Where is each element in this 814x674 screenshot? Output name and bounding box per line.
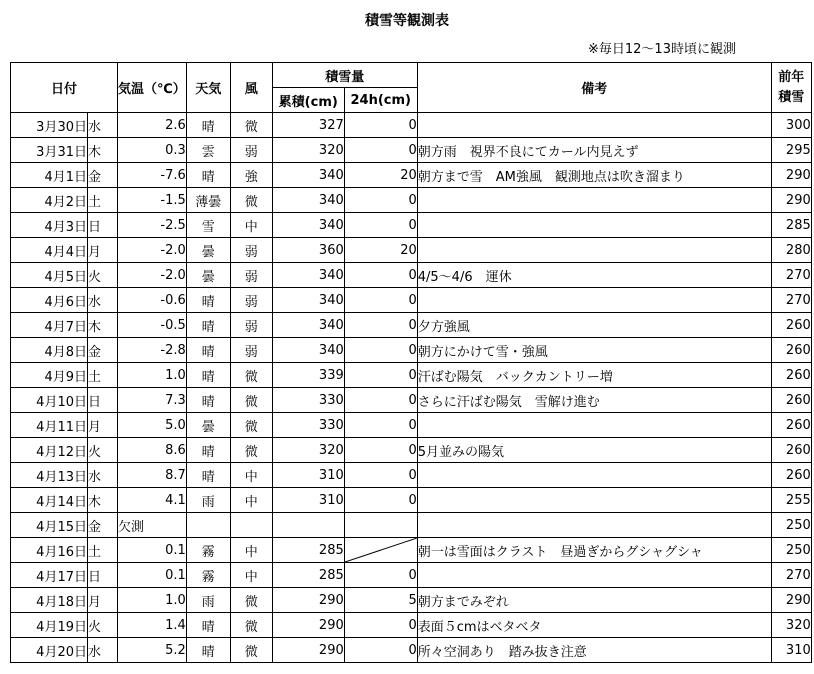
cell-date: 3月31日 [11,138,88,163]
cell-weekday: 月 [88,588,118,613]
cell-weather: 曇 [186,263,230,288]
header-temp: 気温（℃） [118,63,187,113]
table-row [11,538,812,563]
cell-cumulative-snow: 290 [272,613,344,638]
cell-weekday: 火 [88,438,118,463]
table-row [11,463,812,488]
table-row [11,388,812,413]
cell-weather: 晴 [186,363,230,388]
cell-prev-year-snow: 285 [771,213,811,238]
cell-remarks [417,238,771,263]
cell-remarks: 5月並みの陽気 [417,438,771,463]
cell-temperature: -2.0 [118,263,187,288]
cell-temperature: 1.0 [118,363,187,388]
cell-prev-year-snow: 300 [771,113,811,138]
cell-weather: 曇 [186,413,230,438]
cell-24h-snow: 0 [344,488,417,513]
table-row [11,113,812,138]
cell-remarks: 所々空洞あり 踏み抜き注意 [417,638,771,663]
cell-temperature: 0.1 [118,563,187,588]
cell-weekday: 金 [88,338,118,363]
cell-date: 4月19日 [11,613,88,638]
cell-weekday: 水 [88,638,118,663]
cell-weather: 薄曇 [186,188,230,213]
cell-temperature: -2.5 [118,213,187,238]
cell-prev-year-snow: 270 [771,263,811,288]
cell-remarks: 朝方にかけて雪・強風 [417,338,771,363]
blank-cell-slash [345,538,417,562]
cell-prev-year-snow: 270 [771,288,811,313]
cell-remarks: 表面５cmはベタベタ [417,613,771,638]
cell-prev-year-snow: 260 [771,313,811,338]
cell-weekday: 土 [88,188,118,213]
cell-date: 4月17日 [11,563,88,588]
table-row [11,138,812,163]
cell-cumulative-snow: 285 [272,563,344,588]
cell-wind: 微 [230,413,272,438]
cell-remarks: 朝方雨 視界不良にてカール内見えず [417,138,771,163]
header-date: 日付 [11,63,118,113]
cell-24h-snow: 20 [344,238,417,263]
cell-prev-year-snow: 260 [771,413,811,438]
cell-prev-year-snow: 295 [771,138,811,163]
cell-prev-year-snow: 290 [771,163,811,188]
cell-date: 3月30日 [11,113,88,138]
cell-prev-year-snow: 250 [771,513,811,538]
cell-wind: 微 [230,613,272,638]
cell-24h-snow: 0 [344,638,417,663]
table-row [11,438,812,463]
cell-weather: 霧 [186,563,230,588]
cell-prev-year-snow: 260 [771,438,811,463]
cell-24h-snow: 0 [344,188,417,213]
cell-weekday: 木 [88,488,118,513]
cell-wind: 中 [230,488,272,513]
cell-24h-snow: 0 [344,363,417,388]
cell-date: 4月15日 [11,513,88,538]
cell-date: 4月7日 [11,313,88,338]
cell-weekday: 日 [88,563,118,588]
page-title: 積雪等観測表 [365,13,449,29]
cell-remarks [417,413,771,438]
cell-cumulative-snow: 340 [272,213,344,238]
cell-24h-snow [344,513,417,538]
cell-cumulative-snow: 339 [272,363,344,388]
cell-wind: 強 [230,163,272,188]
cell-wind: 弱 [230,263,272,288]
cell-date: 4月3日 [11,213,88,238]
cell-24h-snow: 0 [344,288,417,313]
table-row [11,188,812,213]
cell-weekday: 水 [88,113,118,138]
cell-weather [186,513,230,538]
cell-wind: 弱 [230,288,272,313]
cell-date: 4月4日 [11,238,88,263]
cell-24h-snow: 0 [344,213,417,238]
cell-weekday: 水 [88,288,118,313]
cell-weekday: 木 [88,138,118,163]
cell-prev-year-snow: 260 [771,363,811,388]
cell-wind [230,513,272,538]
cell-weather: 晴 [186,113,230,138]
cell-date: 4月8日 [11,338,88,363]
cell-cumulative-snow: 340 [272,338,344,363]
cell-wind: 弱 [230,313,272,338]
cell-24h-snow: 0 [344,338,417,363]
table-row [11,588,812,613]
table-row [11,563,812,588]
cell-wind: 微 [230,363,272,388]
cell-wind: 微 [230,438,272,463]
cell-prev-year-snow: 270 [771,563,811,588]
header-24h: 24h(cm) [344,88,417,113]
cell-date: 4月13日 [11,463,88,488]
cell-temperature: 2.6 [118,113,187,138]
cell-weather: 雲 [186,138,230,163]
cell-temperature: 1.0 [118,588,187,613]
cell-cumulative-snow: 290 [272,638,344,663]
cell-weekday: 火 [88,613,118,638]
cell-weekday: 木 [88,313,118,338]
cell-prev-year-snow: 260 [771,388,811,413]
cell-date: 4月2日 [11,188,88,213]
cell-temperature: 欠測 [118,513,187,538]
cell-24h-snow: 0 [344,463,417,488]
cell-temperature: -7.6 [118,163,187,188]
cell-remarks [417,188,771,213]
table-row [11,638,812,663]
cell-prev-year-snow: 255 [771,488,811,513]
cell-date: 4月11日 [11,413,88,438]
cell-cumulative-snow: 340 [272,288,344,313]
cell-weekday: 金 [88,513,118,538]
cell-cumulative-snow: 327 [272,113,344,138]
cell-date: 4月18日 [11,588,88,613]
header-cumulative: 累積(cm) [272,88,344,113]
cell-remarks: 朝一は雪面はクラスト 昼過ぎからグシャグシャ [417,538,771,563]
cell-temperature: 1.4 [118,613,187,638]
cell-temperature: 8.6 [118,438,187,463]
table-row [11,163,812,188]
cell-temperature: -2.8 [118,338,187,363]
observation-table [10,62,812,663]
cell-weather: 晴 [186,288,230,313]
cell-wind: 中 [230,538,272,563]
cell-date: 4月9日 [11,363,88,388]
table-row [11,513,812,538]
cell-weather: 霧 [186,538,230,563]
table-row [11,263,812,288]
cell-prev-year-snow: 250 [771,538,811,563]
cell-24h-snow: 0 [344,113,417,138]
cell-date: 4月6日 [11,288,88,313]
cell-weather: 晴 [186,338,230,363]
cell-24h-snow: 0 [344,138,417,163]
cell-temperature: 8.7 [118,463,187,488]
cell-weather: 曇 [186,238,230,263]
cell-temperature: 0.3 [118,138,187,163]
cell-weekday: 土 [88,538,118,563]
cell-wind: 中 [230,213,272,238]
cell-date: 4月1日 [11,163,88,188]
cell-prev-year-snow: 280 [771,238,811,263]
cell-wind: 微 [230,388,272,413]
observation-note: ※毎日12～13時頃に観測 [588,42,736,57]
cell-prev-year-snow: 260 [771,338,811,363]
cell-weather: 晴 [186,463,230,488]
header-weather: 天気 [186,63,230,113]
cell-cumulative-snow: 310 [272,463,344,488]
cell-weather: 晴 [186,613,230,638]
cell-weather: 雪 [186,213,230,238]
cell-temperature: 5.0 [118,413,187,438]
cell-24h-snow: 0 [344,413,417,438]
cell-date: 4月16日 [11,538,88,563]
cell-weekday: 日 [88,213,118,238]
cell-wind: 中 [230,563,272,588]
cell-remarks: 汗ばむ陽気 バックカントリー増 [417,363,771,388]
table-row [11,413,812,438]
cell-cumulative-snow: 330 [272,413,344,438]
cell-remarks: さらに汗ばむ陽気 雪解け進む [417,388,771,413]
cell-wind: 微 [230,188,272,213]
cell-temperature: -2.0 [118,238,187,263]
cell-24h-snow: 5 [344,588,417,613]
cell-24h-snow: 0 [344,613,417,638]
cell-cumulative-snow: 310 [272,488,344,513]
cell-date: 4月10日 [11,388,88,413]
cell-date: 4月12日 [11,438,88,463]
cell-weather: 晴 [186,638,230,663]
table-row [11,613,812,638]
cell-cumulative-snow: 340 [272,313,344,338]
table-row [11,338,812,363]
cell-weather: 晴 [186,388,230,413]
cell-24h-snow: 0 [344,263,417,288]
cell-weather: 晴 [186,313,230,338]
cell-prev-year-snow: 310 [771,638,811,663]
table-row [11,488,812,513]
cell-cumulative-snow: 290 [272,588,344,613]
cell-weekday: 土 [88,363,118,388]
cell-cumulative-snow: 340 [272,188,344,213]
cell-cumulative-snow: 320 [272,438,344,463]
cell-cumulative-snow: 285 [272,538,344,563]
cell-cumulative-snow: 340 [272,163,344,188]
header-prev-year-line1: 前年 [778,69,805,85]
cell-weekday: 火 [88,263,118,288]
table-row [11,313,812,338]
cell-cumulative-snow: 330 [272,388,344,413]
cell-wind: 微 [230,113,272,138]
table-row [11,363,812,388]
table-row [11,238,812,263]
header-snow: 積雪量 [272,63,417,88]
cell-temperature: -0.5 [118,313,187,338]
cell-date: 4月14日 [11,488,88,513]
cell-temperature: 0.1 [118,538,187,563]
cell-remarks [417,563,771,588]
header-prev-year-line2: 積雪 [778,89,805,105]
cell-remarks [417,213,771,238]
cell-remarks [417,488,771,513]
cell-weekday: 日 [88,388,118,413]
cell-date: 4月5日 [11,263,88,288]
cell-weather: 晴 [186,438,230,463]
header-remarks: 備考 [417,63,771,113]
cell-24h-snow: 20 [344,163,417,188]
cell-temperature: -1.5 [118,188,187,213]
header-wind: 風 [230,63,272,113]
table-row [11,288,812,313]
cell-remarks [417,513,771,538]
cell-remarks: 朝方まで雪 AM強風 観測地点は吹き溜まり [417,163,771,188]
cell-24h-snow: 0 [344,438,417,463]
cell-24h-snow [344,538,417,563]
cell-remarks [417,113,771,138]
table-row [11,213,812,238]
cell-24h-snow: 0 [344,388,417,413]
cell-wind: 弱 [230,138,272,163]
cell-wind: 中 [230,463,272,488]
cell-remarks: 4/5～4/6 運休 [417,263,771,288]
cell-24h-snow: 0 [344,313,417,338]
cell-weather: 雨 [186,488,230,513]
cell-temperature: 5.2 [118,638,187,663]
cell-24h-snow: 0 [344,563,417,588]
header-prev-year [771,63,811,113]
cell-weekday: 金 [88,163,118,188]
cell-remarks: 夕方強風 [417,313,771,338]
cell-prev-year-snow: 290 [771,588,811,613]
cell-wind: 弱 [230,338,272,363]
cell-weekday: 水 [88,463,118,488]
cell-temperature: -0.6 [118,288,187,313]
cell-cumulative-snow: 360 [272,238,344,263]
cell-temperature: 4.1 [118,488,187,513]
cell-weekday: 月 [88,413,118,438]
cell-remarks [417,288,771,313]
cell-temperature: 7.3 [118,388,187,413]
cell-cumulative-snow [272,513,344,538]
cell-weather: 雨 [186,588,230,613]
cell-cumulative-snow: 320 [272,138,344,163]
cell-wind: 弱 [230,238,272,263]
cell-weather: 晴 [186,163,230,188]
cell-remarks [417,463,771,488]
cell-prev-year-snow: 260 [771,463,811,488]
cell-wind: 微 [230,638,272,663]
cell-date: 4月20日 [11,638,88,663]
cell-cumulative-snow: 340 [272,263,344,288]
cell-remarks: 朝方までみぞれ [417,588,771,613]
cell-wind: 微 [230,588,272,613]
cell-prev-year-snow: 320 [771,613,811,638]
cell-weekday: 月 [88,238,118,263]
cell-prev-year-snow: 290 [771,188,811,213]
